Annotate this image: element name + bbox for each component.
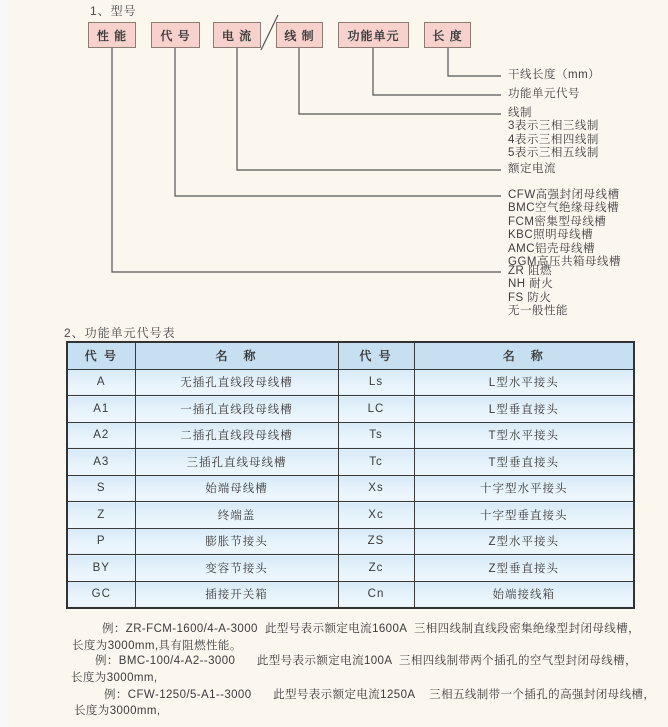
table-cell: GC — [67, 581, 135, 608]
model-box-type-code: 代 号 — [151, 22, 200, 48]
table-row — [67, 581, 634, 608]
table-cell: 三插孔直线母线槽 — [135, 449, 338, 476]
annotation-rated-current: 额定电流 — [508, 163, 556, 175]
table-cell: Cn — [338, 581, 414, 608]
rated-current-leader-line — [237, 48, 501, 170]
table-header-cell: 名 称 — [414, 342, 634, 369]
model-box-functional-unit: 功能单元 — [338, 22, 409, 48]
example-2-line-2: 长度为3000mm, — [71, 672, 158, 684]
type-code-leader-line — [175, 48, 501, 196]
model-box-wire-system: 线 制 — [276, 22, 323, 48]
table-cell: 二插孔直线段母线槽 — [135, 422, 338, 449]
annotation-performance-codes — [508, 265, 568, 319]
table-cell: T型水平接头 — [414, 422, 634, 449]
table-cell: 十字型水平接头 — [414, 475, 634, 502]
model-box-performance: 性 能 — [88, 22, 136, 48]
table-cell: T型垂直接头 — [414, 449, 634, 476]
annotation-line: 5表示三相五线制 — [508, 147, 599, 160]
table-row — [67, 528, 634, 555]
example-2-line-1: 例：BMC-100/4-A2--3000 此型号表示额定电流100A 三相四线制带两个插孔的空气型封闭母线槽， — [95, 655, 637, 667]
table-cell: 始端接线箱 — [414, 581, 634, 608]
table-row — [67, 369, 634, 396]
annotation-line: AMC铝壳母线槽 — [508, 242, 596, 255]
model-box-current: 电 流 — [213, 22, 261, 48]
annotation-line: NH 耐火 — [508, 278, 554, 291]
annotation-trunk-length: 干线长度（mm） — [508, 69, 601, 81]
table-cell: Tc — [338, 449, 414, 476]
performance-leader-line — [112, 48, 501, 272]
annotation-wire-system — [508, 107, 599, 161]
table-row — [67, 502, 634, 529]
length-leader-line — [448, 48, 501, 76]
table-cell: 插接开关箱 — [135, 581, 338, 608]
table-cell: 十字型垂直接头 — [414, 502, 634, 529]
table-row — [67, 396, 634, 423]
example-1-line-2: 长度为3000mm,具有阻燃性能。 — [72, 640, 242, 652]
annotation-type-codes — [508, 189, 621, 269]
model-box-length: 长 度 — [424, 22, 471, 48]
table-header-cell: 代 号 — [338, 342, 414, 369]
annotation-line: KBC照明母线槽 — [508, 229, 594, 242]
example-1-line-1: 例：ZR-FCM-1600/4-A-3000 此型号表示额定电流1600A 三相四线制直线段密集绝缘型封闭母线槽， — [102, 623, 640, 635]
annotation-line: ZR 阻燃 — [508, 265, 553, 277]
table-header-cell: 名 称 — [135, 342, 338, 369]
table-cell: Ts — [338, 422, 414, 449]
section2-title: 2、功能单元代号表 — [64, 326, 176, 340]
table-cell: Z — [67, 502, 135, 529]
table-cell: 无插孔直线段母线槽 — [135, 369, 338, 396]
table-cell: BY — [67, 555, 135, 582]
table-cell: 膨胀节接头 — [135, 528, 338, 555]
table-cell: A — [67, 369, 135, 396]
table-cell: Xc — [338, 502, 414, 529]
annotation-line: BMC空气绝缘母线槽 — [508, 202, 620, 215]
table-cell: Ls — [338, 369, 414, 396]
table-cell: 始端母线槽 — [135, 475, 338, 502]
table-cell: ZS — [338, 528, 414, 555]
table-cell: L型垂直接头 — [414, 396, 634, 423]
wire-system-leader-line — [299, 48, 501, 114]
functional-unit-code-table — [66, 341, 635, 609]
table-header-row — [67, 342, 634, 369]
table-cell: 变容节接头 — [135, 555, 338, 582]
annotation-line: GGM高压共箱母线槽 — [508, 256, 621, 269]
page-edge-strip — [0, 0, 7, 727]
annotation-line: 3表示三相三线制 — [508, 120, 599, 133]
table-cell: Z型垂直接头 — [414, 555, 634, 582]
functional-unit-leader-line — [373, 48, 501, 95]
annotation-line: FCM密集型母线槽 — [508, 215, 607, 228]
table-cell: 终端盖 — [135, 502, 338, 529]
table-row — [67, 555, 634, 582]
table-row — [67, 475, 634, 502]
table-cell: A1 — [67, 396, 135, 423]
table-cell: A3 — [67, 449, 135, 476]
table-cell: S — [67, 475, 135, 502]
section1-title: 1、型号 — [90, 4, 137, 18]
annotation-line: 4表示三相四线制 — [508, 133, 599, 146]
table-row — [67, 449, 634, 476]
table-cell: LC — [338, 396, 414, 423]
annotation-line: 无一般性能 — [508, 305, 568, 318]
annotation-functional-unit-code: 功能单元代号 — [508, 88, 580, 100]
table-cell: Xs — [338, 475, 414, 502]
example-3-line-2: 长度为3000mm, — [74, 705, 161, 717]
table-cell: L型水平接头 — [414, 369, 634, 396]
annotation-line: CFW高强封闭母线槽 — [508, 189, 620, 201]
table-row — [67, 422, 634, 449]
table-cell: A2 — [67, 422, 135, 449]
table-cell: 一插孔直线段母线槽 — [135, 396, 338, 423]
annotation-line: FS 防火 — [508, 291, 552, 304]
example-3-line-1: 例：CFW-1250/5-A1--3000 此型号表示额定电流1250A 三相五线制带一个插孔的高强封闭母线槽， — [104, 689, 656, 701]
annotation-line: 线制 — [508, 107, 532, 119]
table-cell: Zc — [338, 555, 414, 582]
table-header-cell: 代 号 — [67, 342, 135, 369]
table-cell: Z型水平接头 — [414, 528, 634, 555]
table-cell: P — [67, 528, 135, 555]
